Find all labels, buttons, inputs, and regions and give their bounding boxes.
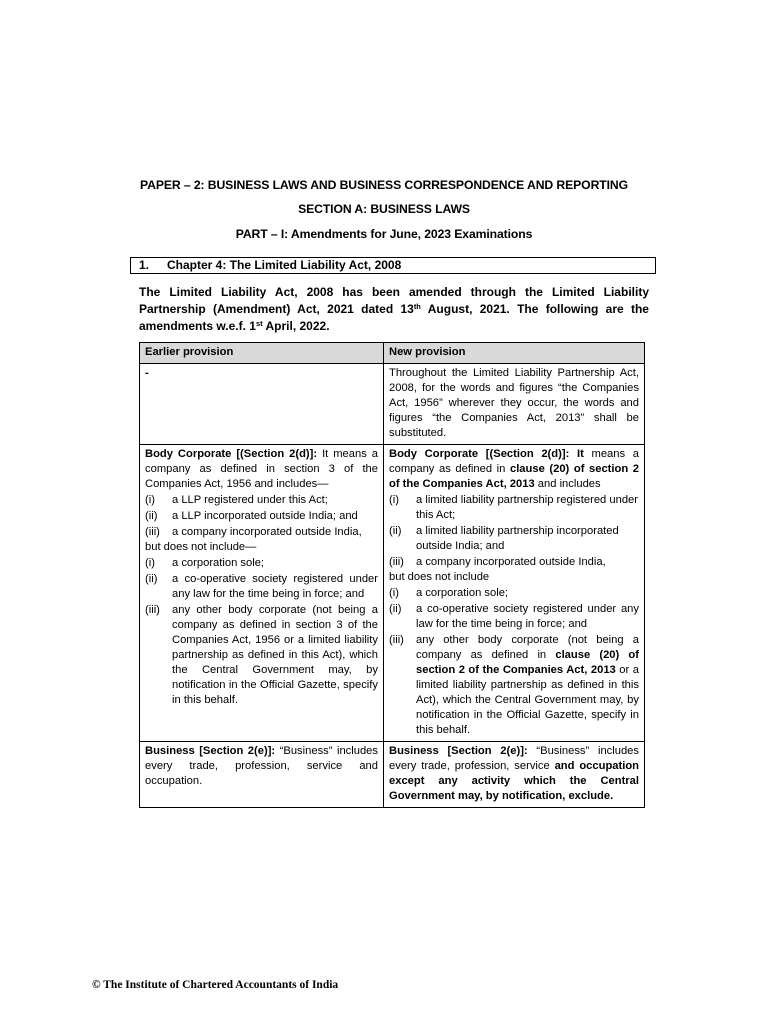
- row1-earlier: -: [140, 364, 384, 445]
- term: Business [Section 2(e)]:: [389, 745, 528, 757]
- list-item: [145, 525, 378, 540]
- list-text: any other body corporate (not being a company as defined in: [416, 634, 639, 661]
- term: Body Corporate [(Section 2(d)]:: [145, 448, 318, 460]
- list-marker: (ii): [145, 573, 158, 585]
- row2-earlier: [140, 445, 384, 742]
- list-item: [145, 509, 378, 524]
- list-marker: (ii): [389, 525, 402, 537]
- intro-sup-2: st: [255, 319, 263, 328]
- list-text: a corporation sole;: [172, 557, 265, 569]
- list-text: a company incorporated outside India,: [416, 556, 606, 568]
- list-item: [389, 493, 639, 523]
- body-corporate-new-lead: [389, 447, 639, 492]
- list-marker: (iii): [389, 556, 404, 568]
- list-marker: (i): [389, 494, 399, 506]
- row3-earlier: [140, 742, 384, 808]
- section-title: SECTION A: BUSINESS LAWS: [298, 202, 470, 216]
- table-row: [140, 742, 645, 808]
- business-text: “Business” includes every trade, profession, service: [389, 745, 639, 772]
- list-item: [145, 493, 378, 508]
- lead-bold-text: clause (20) of section 2 of the Companies Act, 2013: [389, 463, 639, 490]
- list-marker: (ii): [145, 510, 158, 522]
- list-marker: (i): [145, 494, 155, 506]
- list-marker: (iii): [389, 634, 404, 646]
- list-text: a corporation sole;: [416, 587, 509, 599]
- list-marker: (iii): [145, 604, 160, 616]
- list-marker: (ii): [389, 603, 402, 615]
- provisions-table: [139, 342, 645, 808]
- table-row: [140, 445, 645, 742]
- table-row: [140, 364, 645, 445]
- list-marker: (iii): [145, 526, 160, 538]
- list-marker: (i): [145, 557, 155, 569]
- row3-new: [384, 742, 645, 808]
- paper-title: PAPER – 2: BUSINESS LAWS AND BUSINESS CORRESPONDENCE AND REPORTING: [140, 178, 628, 192]
- intro-text-1: The Limited Liability Act, 2008 has been amended through the Limited Liability Partnership (Amendment) Act, 2021 dated 13: [139, 285, 649, 316]
- list-text: a co-operative society registered under any law for the time being in force; and: [172, 573, 378, 600]
- list-text-end: or a limited liability partnership as defined in this Act), which the Central Government may, by notification in the Official Gazette, specify in this behalf.: [416, 664, 639, 736]
- chapter-heading: [130, 257, 656, 274]
- footer-copyright: © The Institute of Chartered Accountants of India: [92, 979, 339, 991]
- lead-text: It means a company as defined in section 3 of the Companies Act, 1956 and includes—: [145, 448, 378, 490]
- list-text: a limited liability partnership registered under this Act;: [416, 494, 638, 521]
- list-item: [389, 633, 639, 738]
- lead-text-end: and includes: [534, 478, 601, 490]
- list-text: a LLP registered under this Act;: [172, 494, 328, 506]
- but-does-not-include: but does not include—: [145, 541, 257, 553]
- intro-text-3: April, 2022.: [262, 319, 330, 333]
- list-item: [145, 603, 378, 708]
- list-text: a LLP incorporated outside India; and: [172, 510, 358, 522]
- list-item: [145, 572, 378, 602]
- list-item: [389, 586, 639, 601]
- row2-new: [384, 445, 645, 742]
- list-bold-text: clause (20) of section 2 of the Companies Act, 2013: [416, 649, 639, 676]
- header-new: New provision: [384, 343, 645, 364]
- table-header-row: [140, 343, 645, 364]
- chapter-title: Chapter 4: The Limited Liability Act, 2008: [167, 258, 402, 272]
- term: Body Corporate [(Section 2(d)]: It: [389, 448, 584, 460]
- list-text: a company incorporated outside India,: [172, 526, 362, 538]
- list-item: [389, 555, 639, 570]
- business-text: “Business” includes every trade, profession, service and occupation.: [145, 745, 378, 787]
- row1-new: Throughout the Limited Liability Partnership Act, 2008, for the words and figures “the Companies Act, 1956” wherever they occur, the words and figures “the Companies Act, 2013” shall be substituted.: [384, 364, 645, 445]
- business-bold-text: and occupation except any activity which the Central Government may, by notification, exclude.: [389, 760, 639, 802]
- chapter-number: 1.: [139, 258, 150, 272]
- intro-paragraph: [139, 284, 649, 335]
- list-item: [145, 556, 378, 571]
- list-marker: (i): [389, 587, 399, 599]
- intro-sup-1: th: [413, 302, 421, 311]
- body-corporate-earlier-lead: [145, 447, 378, 492]
- list-text: a limited liability partnership incorporated outside India; and: [416, 525, 619, 552]
- term: Business [Section 2(e)]:: [145, 745, 276, 757]
- intro-text-2: August, 2021. The following are the amendments w.e.f. 1: [139, 302, 649, 333]
- lead-text: means a company as defined in: [389, 448, 639, 475]
- list-item: [389, 602, 639, 632]
- header-earlier: Earlier provision: [140, 343, 384, 364]
- but-does-not-include: but does not include: [389, 571, 490, 583]
- list-text: a co-operative society registered under any law for the time being in force; and: [416, 603, 639, 630]
- part-title: PART – I: Amendments for June, 2023 Examinations: [235, 227, 533, 241]
- list-item: [389, 524, 639, 554]
- list-text: any other body corporate (not being a company as defined in section 3 of the Companies Act, 1956 or a limited liability partnership as defined in this Act), which the Central Government may, by notification in the Official Gazette, specify in this behalf.: [172, 604, 378, 706]
